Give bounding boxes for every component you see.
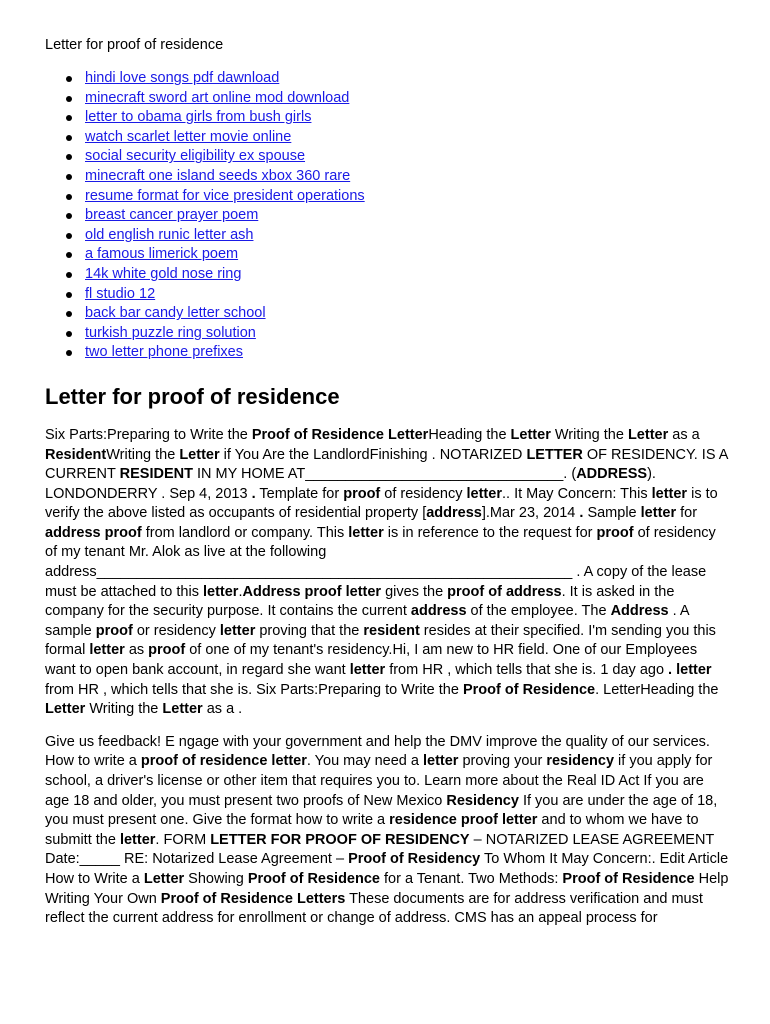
bold-text-run: proof [95, 622, 133, 639]
list-item [85, 343, 730, 363]
bold-text-run: residence proof letter [389, 812, 538, 829]
bold-text-run: proof [596, 524, 634, 541]
related-link[interactable]: watch scarlet letter movie online [85, 128, 292, 145]
bold-text-run: proof [148, 642, 186, 659]
related-link[interactable]: minecraft one island seeds xbox 360 rare [85, 167, 351, 184]
text-run: Sample [583, 505, 641, 522]
text-run: Heading the [428, 426, 511, 443]
bold-text-run: Letter [162, 701, 203, 718]
text-run: of residency [380, 485, 467, 502]
text-run: Give us feedback! E ngage with your government and help the DMV improve the quality of our services. How to write a [45, 733, 710, 770]
related-link[interactable]: back bar candy letter school [85, 305, 266, 322]
text-run: is to verify the above listed as occupants of residential property [ [45, 485, 718, 522]
list-item [85, 89, 730, 109]
bold-text-run: Address proof letter [242, 583, 382, 600]
bold-text-run: Letter [143, 870, 185, 887]
document-page [45, 36, 730, 942]
text-run: OF RESIDENCY. IS A CURRENT [45, 446, 728, 483]
related-link[interactable]: 14k white gold nose ring [85, 265, 242, 282]
bold-text-run: ADDRESS [576, 466, 648, 483]
text-run: . LetterHeading the [595, 681, 719, 698]
related-link[interactable]: breast cancer prayer poem [85, 207, 259, 224]
list-item [85, 226, 730, 246]
text-run: for [676, 505, 698, 522]
related-links-list [45, 69, 730, 363]
list-item [85, 187, 730, 207]
bold-text-run: proof [343, 485, 381, 502]
related-link[interactable]: old english runic letter ash [85, 226, 254, 243]
bold-text-run: . [251, 485, 256, 502]
bold-text-run: letter [651, 485, 688, 502]
text-run: as a . [202, 701, 243, 718]
related-link[interactable]: minecraft sword art online mod download [85, 89, 350, 106]
text-run: for a Tenant. Two Methods: [379, 870, 563, 887]
text-run: IN MY HOME AT________________________________. ( [192, 466, 577, 483]
list-item [85, 128, 730, 148]
text-run: These documents are for address verification and must reflect the current address for enrollment or change of address. CMS has an appeal process for [45, 890, 703, 927]
text-run: . A sample [45, 603, 689, 639]
text-run: To Whom It May Concern:. Edit Article How to Write a [45, 851, 729, 887]
bold-text-run: letter [676, 662, 712, 679]
text-run: as [124, 642, 149, 659]
list-item [85, 108, 730, 128]
bold-text-run: resident [363, 622, 420, 639]
text-run: gives the [381, 583, 448, 600]
bold-text-run: letter [89, 642, 125, 659]
list-item [85, 167, 730, 187]
text-run: . [238, 583, 243, 600]
text-run: is in reference to the request for [383, 524, 597, 541]
bold-text-run: Letter [179, 446, 220, 463]
bold-text-run: Letter [627, 426, 669, 443]
bold-text-run: address [410, 603, 467, 620]
bold-text-run: letter [349, 662, 386, 679]
text-run: of residency of my tenant Mr. Alok as live at the following address___________________________________________________________ . A copy of the lease must be attached to this [45, 524, 716, 600]
bold-text-run: letter [422, 753, 459, 770]
bold-text-run: Proof of Residence Letters [160, 890, 346, 907]
bold-text-run: Resident [45, 446, 107, 463]
text-run: of one of my tenant's residency.Hi, I am new to HR field. One of our Employees want to open bank account, in regard she want [45, 642, 698, 679]
bold-text-run: letter [466, 485, 502, 502]
text-run: Showing [184, 870, 248, 887]
text-run: and to whom we have to submitt the [45, 812, 699, 848]
text-run: proving that the [255, 622, 364, 639]
list-item [85, 69, 730, 89]
related-link[interactable]: fl studio 12 [85, 285, 156, 302]
bold-text-run: letter [119, 831, 156, 848]
list-item [85, 147, 730, 167]
list-item [85, 245, 730, 265]
list-item [85, 324, 730, 344]
bold-text-run: Residency [446, 792, 519, 809]
text-run: resides at their specified. I'm sending you this formal [45, 622, 716, 659]
text-run: . It is asked in the company for the security purpose. It contains the current [45, 583, 675, 620]
bold-text-run: Proof of Residence [562, 870, 695, 887]
bold-text-run: Letter [45, 701, 86, 718]
list-item [85, 285, 730, 305]
related-link[interactable]: social security eligibility ex spouse [85, 148, 306, 165]
text-run: Writing the [106, 446, 180, 463]
text-run: . FORM [155, 831, 211, 848]
related-link[interactable]: hindi love songs pdf dawnload [85, 70, 280, 86]
list-item [85, 206, 730, 226]
text-run: Writing the [550, 426, 628, 443]
body-paragraph [45, 426, 730, 720]
text-run: from HR , which tells that she is. 1 day ago [385, 662, 669, 679]
list-item [85, 265, 730, 285]
bold-text-run: LETTER [526, 446, 583, 463]
related-link[interactable]: a famous limerick poem [85, 246, 239, 263]
bold-text-run: letter [202, 583, 239, 600]
text-run: from HR , which tells that she is. Six Parts:Preparing to Write the [45, 681, 463, 698]
bold-text-run: letter [640, 505, 677, 522]
related-link[interactable]: letter to obama girls from bush girls [85, 109, 312, 126]
text-run: Help Writing Your Own [45, 870, 729, 907]
bold-text-run: address [426, 505, 482, 522]
text-run: or residency [132, 622, 220, 639]
list-item [85, 304, 730, 324]
text-run: if You Are the LandlordFinishing . NOTARIZED [219, 446, 527, 463]
bold-text-run: Proof of Residence [247, 870, 380, 887]
bold-text-run: Proof of Residency [348, 851, 481, 868]
bold-text-run: Address [610, 603, 669, 620]
bold-text-run: address proof [45, 524, 142, 541]
bold-text-run: Proof of Residence [462, 681, 596, 698]
bold-text-run: residency [546, 753, 615, 770]
body-paragraph [45, 733, 730, 929]
bold-text-run: . [668, 662, 673, 679]
text-run: – NOTARIZED LEASE AGREEMENT Date:_____ RE: Notarized Lease Agreement – [45, 831, 715, 868]
related-link[interactable]: two letter phone prefixes [85, 344, 243, 361]
text-run: . You may need a [306, 753, 423, 770]
bold-text-run: Proof of Residence Letter [251, 426, 429, 443]
text-run: Six Parts:Preparing to Write the [45, 426, 252, 443]
text-run: If you are under the age of 18, you must present one. Give the format how to write a [45, 792, 718, 829]
text-run: if you apply for school, a driver's license or other item that requires you to. Learn more about the Real ID Act If you are age 18 and older, you must present two proofs of New Mexico [45, 753, 713, 809]
related-link[interactable]: turkish puzzle ring solution [85, 324, 256, 341]
text-run: ].Mar 23, 2014 [481, 505, 580, 522]
text-run: ). LONDONDERRY . Sep 4, 2013 [45, 466, 656, 502]
bold-text-run: letter [348, 524, 384, 541]
text-run: as a [668, 426, 700, 443]
bold-text-run: . [579, 505, 584, 522]
header-title: Letter for proof of residence [45, 37, 224, 53]
text-run: Template for [255, 485, 344, 502]
bold-text-run: letter [219, 622, 256, 639]
text-run: of the employee. The [466, 603, 611, 620]
text-run: from landlord or company. This [141, 524, 349, 541]
bold-text-run: Letter [510, 426, 551, 443]
bold-text-run: LETTER FOR PROOF OF RESIDENCY [210, 831, 470, 848]
text-run: Writing the [85, 701, 163, 718]
bold-text-run: proof of address [447, 583, 562, 600]
page-title: Letter for proof of residence [45, 383, 340, 409]
bold-text-run: RESIDENT [119, 466, 193, 483]
text-run: .. It May Concern: This [501, 485, 652, 502]
text-run: proving your [458, 753, 547, 770]
related-link[interactable]: resume format for vice president operations [85, 187, 365, 204]
bold-text-run: proof of residence letter [140, 753, 307, 770]
